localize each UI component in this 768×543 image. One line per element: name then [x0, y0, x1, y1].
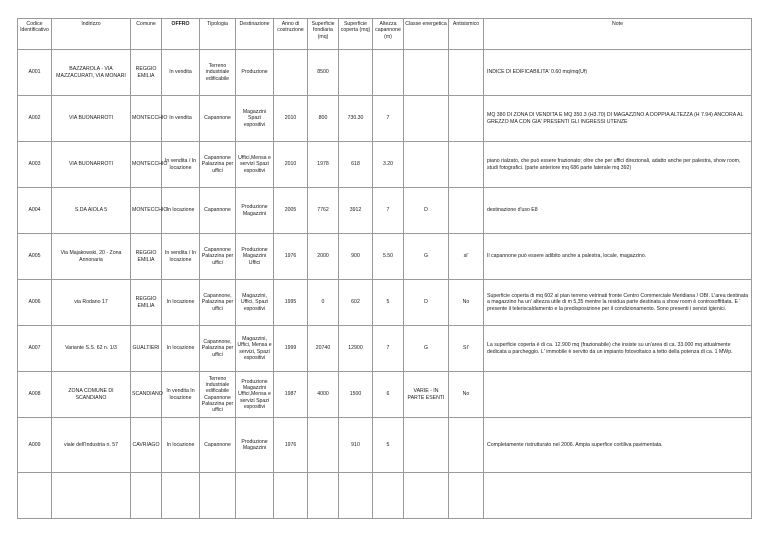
header-anno: Anno di costruzione	[274, 19, 308, 50]
cell-superficie-fondiaria: 20740	[308, 326, 339, 372]
cell-indirizzo: via Rodano 17	[52, 280, 131, 326]
cell-antisismico	[449, 418, 484, 473]
cell-comune: CAVRIAGO	[131, 418, 162, 473]
table-row	[18, 280, 752, 326]
cell-offro: In vendita	[162, 96, 200, 142]
cell-comune: MONTECCHIO	[131, 188, 162, 234]
cell-tipologia: Capannone, Palazzina per uffici	[200, 280, 236, 326]
table-row	[18, 418, 752, 473]
cell-classe-energetica: G	[404, 234, 449, 280]
table-row	[18, 326, 752, 372]
table-row	[18, 142, 752, 188]
cell-indirizzo: VIA BUONARROTI	[52, 142, 131, 188]
cell-note: Completamente ristrutturato nel 2006. Ampia superfice cortiliva pavimentata.	[484, 418, 752, 473]
cell-antisismico: SI'	[449, 326, 484, 372]
cell-anno: 1976	[274, 234, 308, 280]
cell-altezza: 5.50	[373, 234, 404, 280]
cell-superficie-fondiaria: 1978	[308, 142, 339, 188]
cell-comune	[131, 473, 162, 519]
cell-indirizzo: viale dell'Industria n. 57	[52, 418, 131, 473]
cell-offro: In vendita In locazione	[162, 372, 200, 418]
cell-superficie-fondiaria	[308, 473, 339, 519]
cell-superficie-fondiaria	[308, 418, 339, 473]
cell-note: piano rialzato, che può essere frazionato; oltre che per uffici direzionali, adatto anche per palestra, show room, studi fotografici. (parte anteriore mq 686 parte laterale mq 392)	[484, 142, 752, 188]
cell-note	[484, 473, 752, 519]
cell-altezza: 5	[373, 280, 404, 326]
cell-antisismico	[449, 142, 484, 188]
cell-superficie-fondiaria: 2000	[308, 234, 339, 280]
header-classe-energetica: Classe energetica	[404, 19, 449, 50]
cell-classe-energetica	[404, 473, 449, 519]
cell-altezza: 7	[373, 96, 404, 142]
cell-superficie-coperta	[339, 473, 373, 519]
cell-indirizzo: BAZZAROLA - VIA MAZZACURATI, VIA MONARI	[52, 50, 131, 96]
cell-antisismico: No	[449, 372, 484, 418]
cell-indirizzo: ZONA COMUNE DI SCANDIANO	[52, 372, 131, 418]
cell-superficie-coperta: 900	[339, 234, 373, 280]
cell-anno	[274, 473, 308, 519]
cell-altezza: 3.20	[373, 142, 404, 188]
header-superficie-coperta: Superficie coperta (mq)	[339, 19, 373, 50]
table-row	[18, 50, 752, 96]
cell-classe-energetica	[404, 50, 449, 96]
cell-superficie-coperta: 618	[339, 142, 373, 188]
cell-tipologia: Capannone Palazzina per uffici	[200, 234, 236, 280]
cell-note: destinazione d'uso E8	[484, 188, 752, 234]
cell-indirizzo: S.DA AIOLA 5	[52, 188, 131, 234]
cell-tipologia: Terreno industriale edificabile	[200, 50, 236, 96]
cell-indirizzo: VIA BUONARROTI	[52, 96, 131, 142]
cell-superficie-coperta: 602	[339, 280, 373, 326]
cell-comune: REGGIO EMILIA	[131, 280, 162, 326]
cell-anno: 1999	[274, 326, 308, 372]
table-row	[18, 188, 752, 234]
cell-altezza	[373, 473, 404, 519]
cell-destinazione: Magazzini Spazi espositivi	[236, 96, 274, 142]
cell-tipologia: Capannone	[200, 96, 236, 142]
cell-note: Il capannone può essere adibito anche a palestra, locale, magazzino.	[484, 234, 752, 280]
cell-altezza	[373, 50, 404, 96]
cell-superficie-coperta: 910	[339, 418, 373, 473]
cell-tipologia: Capannone	[200, 188, 236, 234]
cell-classe-energetica	[404, 418, 449, 473]
cell-tipologia: Terreno industriale edificabile Capannone Palazzina per uffici	[200, 372, 236, 418]
cell-offro: In vendita / In locazione	[162, 234, 200, 280]
header-note: Note	[484, 19, 752, 50]
cell-indirizzo	[52, 473, 131, 519]
cell-destinazione: Produzione Magazzini Uffici,Mensa e servizi Spazi espositivi	[236, 372, 274, 418]
cell-indirizzo: Via Majakowski, 20 - Zona Annonaria	[52, 234, 131, 280]
cell-classe-energetica: G	[404, 326, 449, 372]
cell-anno: 2005	[274, 188, 308, 234]
cell-codice: A007	[18, 326, 52, 372]
header-codice: Codice Identificativo	[18, 19, 52, 50]
cell-antisismico	[449, 96, 484, 142]
cell-destinazione: Produzione Magazzini	[236, 188, 274, 234]
header-row	[18, 19, 752, 50]
cell-anno: 1995	[274, 280, 308, 326]
cell-destinazione: Produzione	[236, 50, 274, 96]
cell-antisismico	[449, 473, 484, 519]
cell-destinazione: Magazzini, Uffici, Mensa e servizi, Spazi espositivi	[236, 326, 274, 372]
cell-superficie-coperta	[339, 50, 373, 96]
header-offro: OFFRO	[162, 19, 200, 50]
cell-destinazione: Produzione Magazzini	[236, 418, 274, 473]
cell-codice: A008	[18, 372, 52, 418]
cell-indirizzo: Variante S.S. 62 n. 1/3	[52, 326, 131, 372]
cell-offro: In locazione	[162, 418, 200, 473]
cell-tipologia: Capannone	[200, 418, 236, 473]
header-superficie-fondiaria: Superficie fondiaria (mq)	[308, 19, 339, 50]
cell-destinazione: Uffici,Mensa e servizi Spazi espositivi	[236, 142, 274, 188]
cell-offro: In locazione	[162, 280, 200, 326]
cell-anno	[274, 50, 308, 96]
cell-destinazione	[236, 473, 274, 519]
cell-tipologia	[200, 473, 236, 519]
cell-comune: MONTECCHIO	[131, 142, 162, 188]
cell-superficie-coperta: 3912	[339, 188, 373, 234]
cell-comune: REGGIO EMILIA	[131, 50, 162, 96]
cell-tipologia: Capannone Palazzina per uffici	[200, 142, 236, 188]
cell-note: La superficie coperta è di ca. 12.900 mq (frazionabile) che insiste su un'area di ca. 33.000 mq attualmente dedicata a parcheggio. L' immobile è servito da un impianto fotovoltaico a tetto della potenza di ca. 1 MWp.	[484, 326, 752, 372]
cell-superficie-fondiaria: 4000	[308, 372, 339, 418]
cell-codice: A004	[18, 188, 52, 234]
cell-superficie-fondiaria: 800	[308, 96, 339, 142]
cell-superficie-coperta: 730.30	[339, 96, 373, 142]
cell-offro: In locazione	[162, 188, 200, 234]
header-antisismico: Antisismico	[449, 19, 484, 50]
cell-codice: A009	[18, 418, 52, 473]
cell-offro: In vendita / In locazione	[162, 142, 200, 188]
header-altezza: Altezza capannone (m)	[373, 19, 404, 50]
cell-anno: 1987	[274, 372, 308, 418]
cell-note: MQ 380 DI ZONA DI VENDITA E MQ 350.3 (H3.70) DI MAGAZZINO A DOPPIA ALTEZZA (H 7.94) ANCORA AL GREZZO MA CON GIA' PRESENTI GLI INGRESSI UTENZE	[484, 96, 752, 142]
cell-superficie-fondiaria: 7762	[308, 188, 339, 234]
cell-codice: A003	[18, 142, 52, 188]
cell-altezza: 7	[373, 326, 404, 372]
cell-note: Superficie coperta di mq 602 al pian terreno vetrinati fronte Centro Commerciale Meridiana / OBI. L'area destinata a magazzino ha un' altezza utile di m 5,35 mentre la residua parte destinata a show room è controsoffittata. E ' presente il teleriscaldamento e la predisposizione per il condizionamento. Sono presenti i servizi igienici.	[484, 280, 752, 326]
cell-codice: A002	[18, 96, 52, 142]
properties-table	[17, 18, 752, 519]
cell-altezza: 7	[373, 188, 404, 234]
cell-destinazione: Magazzini, Uffici, Spazi espositivi	[236, 280, 274, 326]
cell-altezza: 6	[373, 372, 404, 418]
cell-comune: REGGIO EMILIA	[131, 234, 162, 280]
cell-offro	[162, 473, 200, 519]
cell-codice	[18, 473, 52, 519]
header-indirizzo: Indirizzo	[52, 19, 131, 50]
cell-classe-energetica: D	[404, 280, 449, 326]
cell-note: INDICE DI EDIFICABILITA' 0.60 mq/mq(Uf)	[484, 50, 752, 96]
cell-tipologia: Capannone, Palazzina per uffici	[200, 326, 236, 372]
table-row	[18, 96, 752, 142]
header-comune: Comune	[131, 19, 162, 50]
cell-classe-energetica	[404, 96, 449, 142]
cell-comune: MONTECCHIO	[131, 96, 162, 142]
cell-superficie-fondiaria: 8500	[308, 50, 339, 96]
table-row	[18, 234, 752, 280]
cell-note	[484, 372, 752, 418]
cell-antisismico: No	[449, 280, 484, 326]
header-destinazione: Destinazione	[236, 19, 274, 50]
cell-classe-energetica: VARIE - IN PARTE ESENTI	[404, 372, 449, 418]
cell-antisismico: si'	[449, 234, 484, 280]
cell-codice: A005	[18, 234, 52, 280]
table-row	[18, 473, 752, 519]
cell-antisismico	[449, 188, 484, 234]
header-tipologia: Tipologia	[200, 19, 236, 50]
cell-classe-energetica	[404, 142, 449, 188]
table-row	[18, 372, 752, 418]
cell-comune: SCANDIANO	[131, 372, 162, 418]
cell-antisismico	[449, 50, 484, 96]
cell-classe-energetica: D	[404, 188, 449, 234]
cell-destinazione: Produzione Magazzini Uffici	[236, 234, 274, 280]
cell-altezza: 5	[373, 418, 404, 473]
cell-superficie-fondiaria: 0	[308, 280, 339, 326]
cell-anno: 2010	[274, 142, 308, 188]
cell-superficie-coperta: 12900	[339, 326, 373, 372]
cell-offro: In locazione	[162, 326, 200, 372]
cell-superficie-coperta: 1500	[339, 372, 373, 418]
cell-codice: A006	[18, 280, 52, 326]
cell-anno: 2010	[274, 96, 308, 142]
cell-comune: GUALTIERI	[131, 326, 162, 372]
cell-codice: A001	[18, 50, 52, 96]
cell-offro: In vendita	[162, 50, 200, 96]
cell-anno: 1976	[274, 418, 308, 473]
